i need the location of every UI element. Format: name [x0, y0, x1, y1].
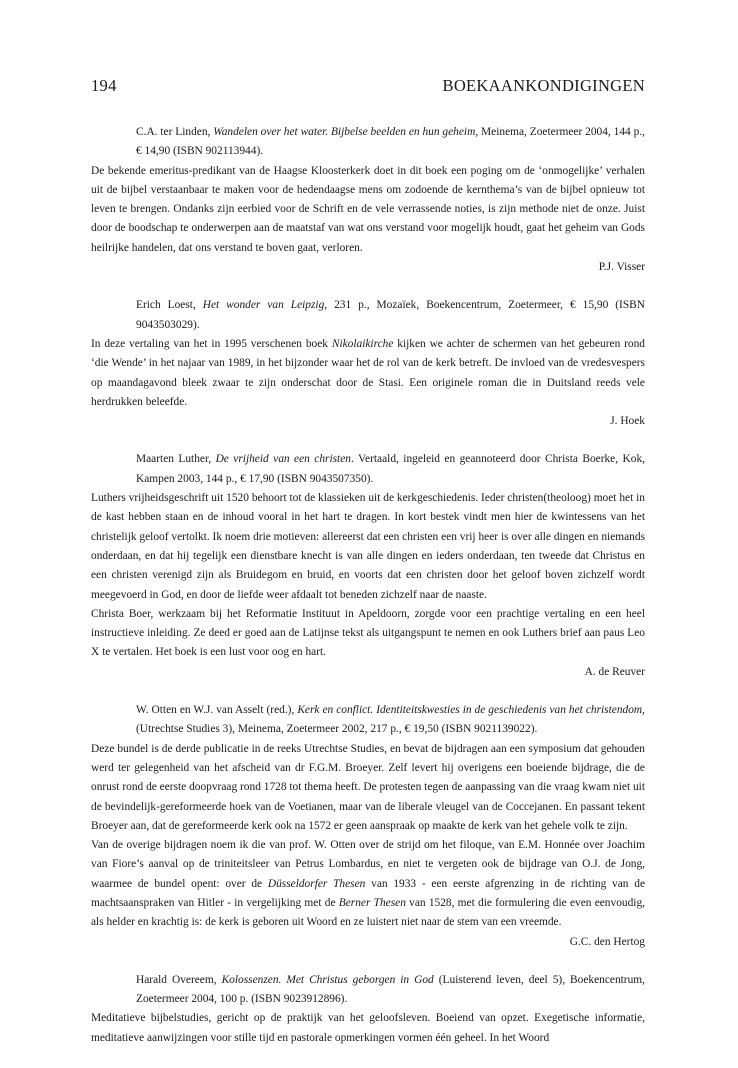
review-paragraph: [91, 836, 645, 932]
review-italic-title: Nikolaikirche: [331, 337, 394, 350]
review-body: [91, 740, 645, 933]
book-title: Kolossenzen. Met Christus geborgen in God: [221, 973, 434, 986]
review-paragraph: Meditatieve bijbelstudies, gericht op de praktijk van het geloofsleven. Boeiend van opzet. Exegetische informatie, meditatieve aanwijzingen voor stille tijd en pastorale opmerkingen vormen één geheel. In het Woord: [91, 1012, 645, 1044]
review-spacer: [91, 682, 645, 701]
review-text: In deze vertaling van het in 1995 verschenen boek: [91, 337, 332, 350]
book-review: [91, 296, 645, 431]
review-paragraph: Deze bundel is de derde publicatie in de reeks Utrechtse Studies, en bevat de bijdragen aan een symposium dat gehouden werd ter gelegenheid van het afscheid van dr F.G.M. Broeyer. Zelf levert hij overigens een boeiende bijdrage, die de onrust rond de eerste doopvraag rond 1728 tot thema heeft. De protesten tegen de aanpassing van die vraag kwam niet uit de bevindelijk-gereformeerde hoek van de Voetianen, maar van de liberale vleugel van de Coccejanen. En passant tekent Broeyer aan, dat de gereformeerde kerk ook na 1572 er geen aanspraak op maakte de kerk van het gehele volk te zijn.: [91, 742, 645, 832]
review-italic-title: Düsseldorfer Thesen: [267, 877, 366, 890]
book-details: . Vertaald, ingeleid en geannoteerd door Christa Boerke, Kok, Kampen 2003, 144 p., € 17,90 (ISBN 9043507350).: [136, 453, 645, 485]
book-citation: [91, 450, 645, 489]
book-details: , (Utrechtse Studies 3), Meinema, Zoetermeer 2002, 217 p., € 19,50 (ISBN 9021139022).: [136, 704, 645, 736]
reviewer-name: G.C. den Hertog: [569, 935, 645, 948]
book-details: , 231 p., Mozaïek, Boekencentrum, Zoetermeer, € 15,90 (ISBN 9043503029).: [136, 299, 645, 331]
reviewer-name: J. Hoek: [610, 415, 645, 428]
reviews-list: [91, 123, 645, 1048]
book-title: De vrijheid van een christen: [215, 453, 351, 466]
book-citation: [91, 701, 645, 740]
review-paragraph: De bekende emeritus-predikant van de Haagse Kloosterkerk doet in dit boek een poging om de ‘onmogelijke’ verhalen uit de bijbel verstaanbaar te maken voor de hedendaagse mens om zodoende de kernthema’s van de bijbel opnieuw tot leven te brengen. Ondanks zijn eerbied voor de Schrift en de vele verrassende noties, is zijn methode niet de onze. Juist door de boodschap te onderwerpen aan de maatstaf van wat ons verstand voor mogelijk houdt, gaat het geheim van Gods heilrijke handelen, dat ons verstand te boven gaat, verloren.: [91, 164, 645, 254]
review-paragraph: Luthers vrijheidsgeschrift uit 1520 behoort tot de klassieken uit de kerkgeschiedenis. Ieder christen(theoloog) moet het in de kast hebben staan en de inhoud vooral in het hart te dragen. In kort bestek vindt men hier de kwintessens van het christelijk geloof vertolkt. Ik noem drie motieven: allereerst dat een christen een vrij heer is over alle dingen en niemands onderdaan, en dat hij tegelijk een dienstbare knecht is van alle dingen en ieders onderdaan, ten tweede dat Christus en een christen verenigd zijn als Bruidegom en bruid, en voorts dat een christen door het geloof boven zichzelf wordt meegevoerd in God, en door de liefde weer afdaalt tot beneden zichzelf naar de naaste.: [91, 492, 645, 601]
book-review: [91, 450, 645, 682]
book-title: Het wonder van Leipzig: [202, 299, 325, 312]
review-body: [91, 162, 645, 258]
review-text: kijken we achter de schermen van het gebeuren rond ‘die Wende’ in het najaar van 1989, in het bijzonder waar het de rol van de kerk betreft. De invloed van de vredesvespers op maandagavond bleek zwaar te zijn onderschat door de Stasi. Een originele roman die in Duitsland reeds vele herdrukken beleefde.: [91, 337, 645, 408]
book-author: Erich Loest,: [136, 299, 203, 312]
book-review: [91, 701, 645, 952]
book-review: [91, 971, 645, 1048]
book-details: , Meinema, Zoetermeer 2004, 144 p., € 14,90 (ISBN 902113944).: [136, 126, 645, 158]
review-paragraph: Christa Boer, werkzaam bij het Reformatie Instituut in Apeldoorn, zorgde voor een prachtige vertaling en een heel instructieve inleiding. Ze deed er goed aan de Latijnse tekst als uitgangspunt te nemen en ook Luthers brief aan paus Leo X te vertalen. Het boek is een lust voor oog en hart.: [91, 607, 645, 659]
page-number: 194: [91, 76, 117, 95]
book-citation: [91, 123, 645, 162]
review-spacer: [91, 431, 645, 450]
book-title: Kerk en conflict. Identiteitskwesties in de geschiedenis van het christendom: [297, 704, 643, 717]
page-header: [91, 76, 645, 96]
book-title: Wandelen over het water. Bijbelse beelden en hun geheim: [213, 126, 476, 138]
book-details: (Luisterend leven, deel 5), Boekencentrum, Zoetermeer 2004, 100 p. (ISBN 9023912896).: [136, 973, 645, 1006]
reviewer-name: P.J. Visser: [598, 261, 645, 274]
book-citation: [91, 296, 645, 335]
review-text: van 1933 - een eerste afgrenzing in de richting van de machtsaanspraken van Hitler - in vergelijking met de: [91, 877, 645, 909]
review-body: [91, 335, 645, 412]
review-italic-title: Berner Thesen: [338, 896, 406, 909]
reviewer-name: A. de Reuver: [584, 665, 645, 678]
book-author: Harald Overeem,: [136, 973, 222, 986]
review-spacer: [91, 277, 645, 296]
section-title: BOEKAANKONDIGINGEN: [442, 76, 645, 95]
book-citation: [91, 971, 645, 1010]
review-body: [91, 489, 645, 663]
review-text: van 1528, met die formulering die even eenvoudig, als helder en krachtig is: de kerk is geboren uit Woord en ze luistert niet naar de stem van een vreemde.: [91, 896, 645, 929]
review-body: [91, 1009, 645, 1048]
book-author: Maarten Luther,: [136, 453, 216, 466]
review-text: Van de overige bijdragen noem ik die van prof. W. Otten over de strijd om het filoque, van E.M. Honnée over Joachim van Fiore’s aanval op de triniteitsleer van Petrus Lombardus, en niet te vergeten ook de bijdrage van O.J. de Jong, waarmee de bundel opent: over de: [91, 839, 645, 890]
book-author: W. Otten en W.J. van Asselt (red.),: [136, 704, 298, 717]
book-author: C.A. ter Linden,: [136, 126, 214, 138]
review-spacer: [91, 952, 645, 971]
book-review: [91, 123, 645, 277]
review-paragraph: [91, 335, 645, 412]
